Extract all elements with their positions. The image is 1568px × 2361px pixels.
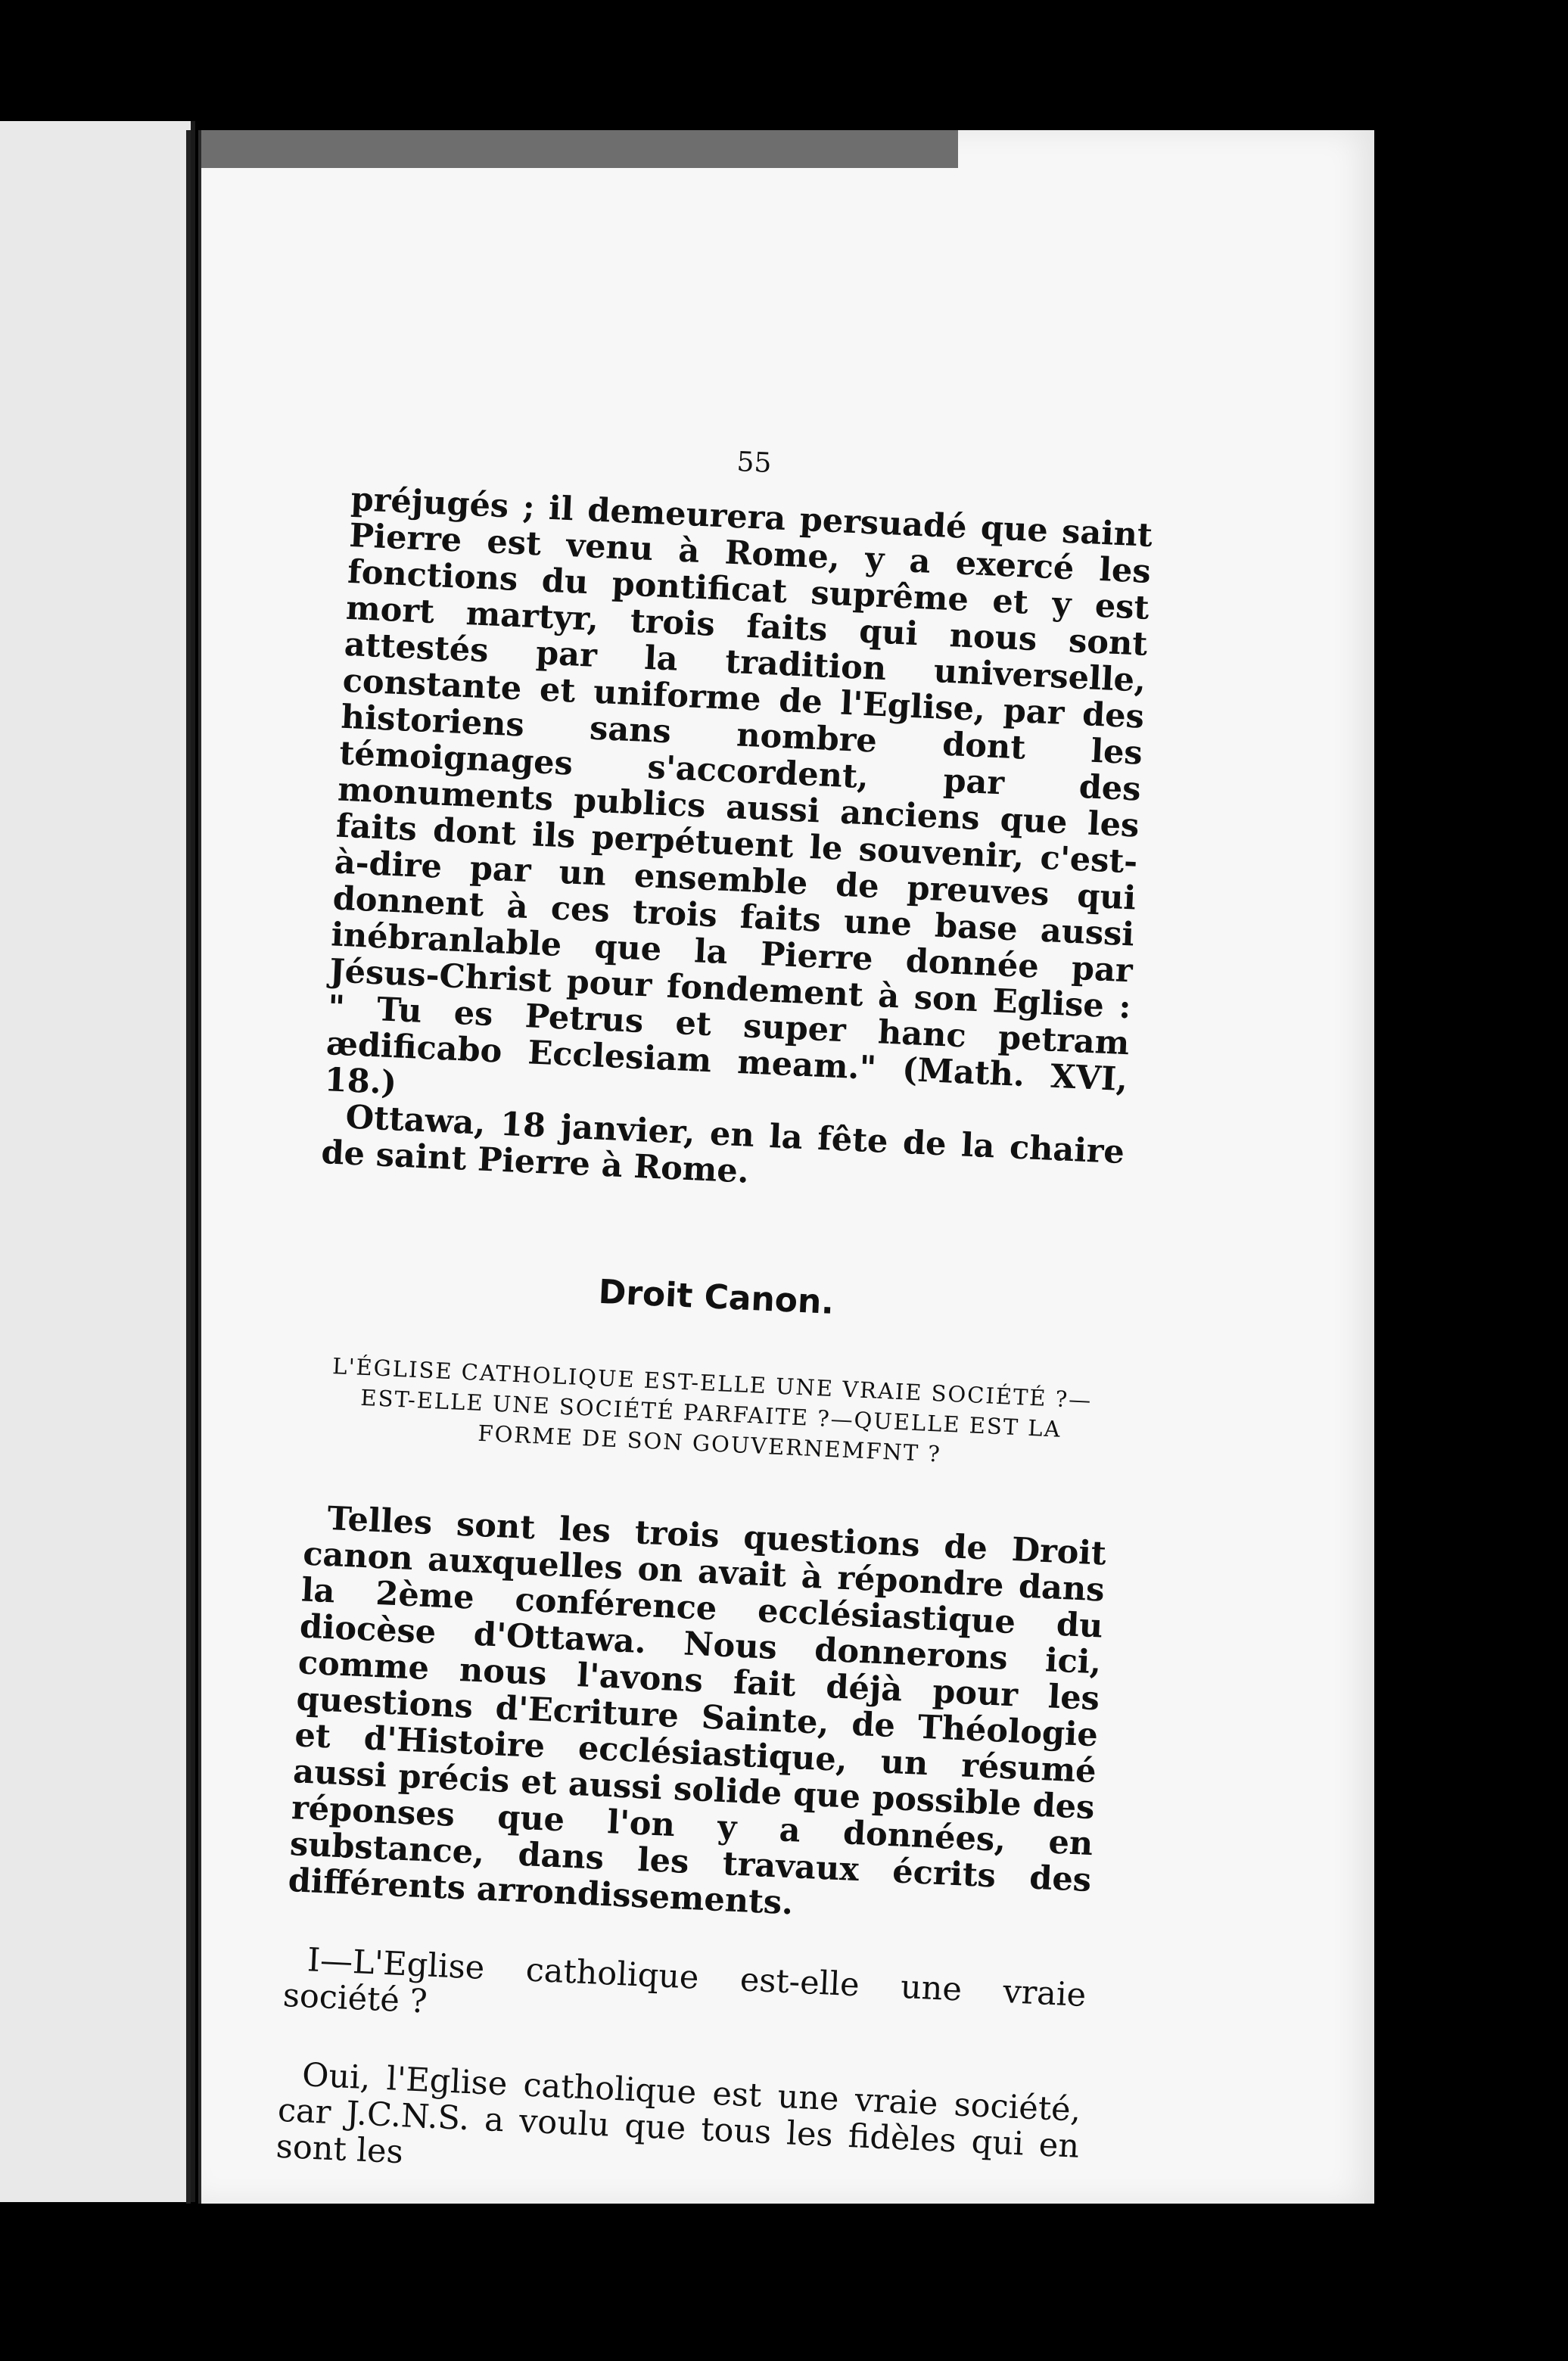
paragraph-continuation: préjugés ; il demeurera persuadé que saint Pierre est venu à Rome, y a exercé les fonctions du pontificat suprême et y est mort martyr, trois faits qui nous sont attestés par la tradition universelle, constante et uniforme de l'Eglise, par des historiens sans nombre dont les témoignages s'accordent, par des monuments publics aussi anciens que les faits dont ils perpétuent le souvenir, c'est-à-dire par un ensemble de preuves qui donnent à ces trois faits une base aussi inébranlable que la Pierre donnée par Jésus-Christ pour fondement à son Eglise : " Tu es Petrus et super hanc petram ædificabo Ecclesiam meam." (Math. XVI, 18.) [323, 480, 1153, 1103]
page-number: 55 [736, 446, 773, 480]
left-page-edge [0, 121, 195, 2202]
paragraph-answer: Oui, l'Eglise catholique est une vraie société, car J.C.N.S. a voulu que tous les fidèles qui en sont les [275, 2056, 1082, 2172]
section-title: Droit Canon. [597, 1272, 835, 1322]
paragraph-intro: Telles sont les trois questions de Droit canon auxquelles on avait à répondre dans la 2ème conférence ecclésiastique du diocèse d'Ottawa. Nous donnerons ici, comme nous l'avons fait déjà pour les questions d'Ecriture Sainte, de Théologie et d'Histoire ecclésiastique, un résumé aussi précis et aussi solide que possible des réponses que l'on y a données, en substance, dans les travaux écrits des différents arrondissements. [287, 1499, 1107, 1923]
question-heading: I—L'Eglise catholique est-elle une vraie société ? [282, 1941, 1087, 2021]
page-text-block [275, 429, 1156, 2172]
book-gutter [186, 130, 191, 2204]
underlying-sheet [201, 130, 958, 168]
paragraph-dateline: Ottawa, 18 janvier, en la fête de la chaire de saint Pierre à Rome. [320, 1098, 1125, 1191]
section-subtitle: L'ÉGLISE CATHOLIQUE EST-ELLE UNE VRAIE SOCIÉTÉ ?—EST-ELLE UNE SOCIÉTÉ PARFAITE ?—QUELLE EST LA FORME DE SON GOUVERNEMFNT ? [331, 1352, 1093, 1467]
book-page [198, 130, 1374, 2204]
